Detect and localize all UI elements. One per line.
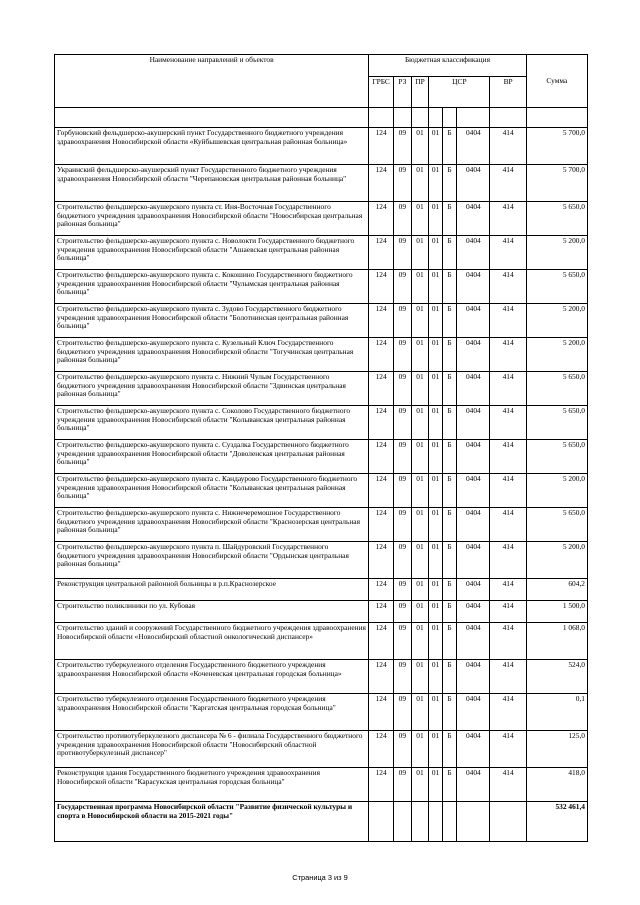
cell-name: Строительство фельдшерско-акушерского пункта с. Кузельный Ключ Государственного бюджетного учреждения здравоохранения Новосибирской области "Тогучинская центральная районная больница" <box>55 338 369 372</box>
cell-grbs: 124 <box>369 731 394 768</box>
cell-vr: 414 <box>490 731 526 768</box>
cell-c3: 0404 <box>457 165 490 202</box>
cell-name: Строительство фельдшерско-акушерского пункта с. Кандаурово Государственного бюджетного учреждения здравоохранения Новосибирской области "Колыванская центральная районная больница" <box>55 474 369 508</box>
cell-sum: 5 650,0 <box>526 372 587 406</box>
cell-pr: 01 <box>411 128 429 165</box>
cell-vr: 414 <box>490 579 526 601</box>
cell-c1: 01 <box>429 440 442 474</box>
cell-grbs: 124 <box>369 440 394 474</box>
table-row <box>55 623 588 660</box>
cell-grbs: 124 <box>369 474 394 508</box>
cell-grbs: 124 <box>369 508 394 542</box>
cell-c2: Б <box>442 406 457 440</box>
cell-c2: Б <box>442 579 457 601</box>
cell-c1: 01 <box>429 694 442 731</box>
cell-name: Строительство фельдшерско-акушерского пункта с. Нижнечеремошное Государственного бюджетного учреждения здравоохранения Новосибирской области "Краснозерская центральная районная больница" <box>55 508 369 542</box>
cell-name: Строительство противотуберкулезного диспансера № 6 - филиала Государственного бюджетного учреждения здравоохранения Новосибирской области "Новосибирский областной противотуберкулезный диспансер" <box>55 731 369 768</box>
cell-grbs: 124 <box>369 601 394 623</box>
header-sum: Сумма <box>526 55 587 108</box>
table-row <box>55 731 588 768</box>
cell-sum: 5 200,0 <box>526 304 587 338</box>
cell-c1: 01 <box>429 338 442 372</box>
cell-c2: Б <box>442 304 457 338</box>
cell-vr: 414 <box>490 508 526 542</box>
cell-sum: 0,1 <box>526 694 587 731</box>
table-row <box>55 338 588 372</box>
header-budget-classification: Бюджетная классификация <box>369 55 527 77</box>
cell-sum: 125,0 <box>526 731 587 768</box>
cell-c3: 0404 <box>457 406 490 440</box>
cell-name: Строительство поликлиники по ул. Кубовая <box>55 601 369 623</box>
cell-c2: Б <box>442 372 457 406</box>
cell-grbs: 124 <box>369 372 394 406</box>
cell-pr: 01 <box>411 338 429 372</box>
cell-vr: 414 <box>490 660 526 694</box>
cell-c3: 0404 <box>457 623 490 660</box>
cell-pr: 01 <box>411 165 429 202</box>
cell-pr: 01 <box>411 440 429 474</box>
cell-c2: Б <box>442 165 457 202</box>
page-number: Страница 3 из 9 <box>292 873 348 882</box>
header-grbs: ГРБС <box>369 77 394 108</box>
cell-rz: 09 <box>394 165 412 202</box>
cell-c2: Б <box>442 128 457 165</box>
cell-c2: Б <box>442 236 457 270</box>
cell-grbs: 124 <box>369 660 394 694</box>
header-vr: ВР <box>490 77 526 108</box>
cell-sum: 5 200,0 <box>526 542 587 579</box>
cell-sum: 5 650,0 <box>526 440 587 474</box>
cell-c2: Б <box>442 202 457 236</box>
cell-pr: 01 <box>411 623 429 660</box>
cell-c3: 0404 <box>457 508 490 542</box>
cell-c1: 01 <box>429 731 442 768</box>
cell-sum: 1 500,0 <box>526 601 587 623</box>
cell-rz: 09 <box>394 623 412 660</box>
cell-vr: 414 <box>490 270 526 304</box>
cell-rz: 09 <box>394 768 412 802</box>
cell-grbs: 124 <box>369 623 394 660</box>
table-row <box>55 660 588 694</box>
table-row <box>55 270 588 304</box>
cell-grbs: 124 <box>369 579 394 601</box>
cell-c1: 01 <box>429 508 442 542</box>
cell-rz: 09 <box>394 731 412 768</box>
cell-vr: 414 <box>490 128 526 165</box>
cell-sum: 5 200,0 <box>526 338 587 372</box>
cell-pr: 01 <box>411 542 429 579</box>
cell-name: Строительство фельдшерско-акушерского пункта с. Новолокти Государственного бюджетного учреждения здравоохранения Новосибирской области "Ашаевская центральная районная больница" <box>55 236 369 270</box>
table-row <box>55 508 588 542</box>
cell-vr: 414 <box>490 236 526 270</box>
cell-c3: 0404 <box>457 579 490 601</box>
cell-rz: 09 <box>394 202 412 236</box>
cell-name: Строительство фельдшерско-акушерского пункта п. Шайдуровский Государственного бюджетного учреждения здравоохранения Новосибирской области "Ордынская центральная районная больница" <box>55 542 369 579</box>
cell-vr: 414 <box>490 694 526 731</box>
cell-rz: 09 <box>394 236 412 270</box>
cell-pr: 01 <box>411 474 429 508</box>
cell-c1: 01 <box>429 372 442 406</box>
cell-grbs: 124 <box>369 128 394 165</box>
cell-rz: 09 <box>394 440 412 474</box>
cell-c2: Б <box>442 694 457 731</box>
cell-c2: Б <box>442 474 457 508</box>
cell-c1: 01 <box>429 474 442 508</box>
cell-c2: Б <box>442 731 457 768</box>
cell-c3: 0404 <box>457 236 490 270</box>
cell-c1: 01 <box>429 601 442 623</box>
cell-rz: 09 <box>394 660 412 694</box>
cell-sum: 1 068,0 <box>526 623 587 660</box>
cell-pr: 01 <box>411 660 429 694</box>
cell-pr: 01 <box>411 304 429 338</box>
table-header <box>55 55 588 128</box>
cell-sum: 5 700,0 <box>526 128 587 165</box>
cell-name: Реконструкция здания Государственного бюджетного учреждения здравоохранения Новосибирской области "Карасукская центральная городская больница" <box>55 768 369 802</box>
cell-c2: Б <box>442 508 457 542</box>
total-name: Государственная программа Новосибирской области "Развитие физической культуры и спорта в Новосибирской области на 2015-2021 годы" <box>55 802 369 842</box>
cell-rz: 09 <box>394 474 412 508</box>
cell-sum: 5 650,0 <box>526 270 587 304</box>
cell-name: Строительство фельдшерско-акушерского пункта с. Кокошино Государственного бюджетного учреждения здравоохранения Новосибирской области "Чулымская центральная районная больница" <box>55 270 369 304</box>
cell-name: Реконструкция центральной районной больницы в р.п.Краснозерское <box>55 579 369 601</box>
cell-name: Строительство туберкулезного отделения Государственного бюджетного учреждения здравоохранения Новосибирской области "Каргатская центральная городская больница" <box>55 694 369 731</box>
cell-c2: Б <box>442 660 457 694</box>
cell-c3: 0404 <box>457 731 490 768</box>
total-row <box>55 802 588 842</box>
cell-name: Строительство фельдшерско-акушерского пункта с. Нижний Чулым Государственного бюджетного учреждения здравоохранения Новосибирской области "Здвинская центральная районная больница" <box>55 372 369 406</box>
cell-rz: 09 <box>394 372 412 406</box>
cell-c1: 01 <box>429 128 442 165</box>
cell-c3: 0404 <box>457 338 490 372</box>
header-csr: ЦСР <box>429 77 490 108</box>
cell-sum: 524,0 <box>526 660 587 694</box>
cell-pr: 01 <box>411 579 429 601</box>
cell-name: Строительство фельдшерско-акушерского пункта с. Зудово Государственного бюджетного учреждения здравоохранения Новосибирской области "Болотнинская центральная районная больница" <box>55 304 369 338</box>
total-sum: 532 461,4 <box>526 802 587 842</box>
cell-sum: 5 650,0 <box>526 406 587 440</box>
cell-sum: 5 700,0 <box>526 165 587 202</box>
cell-pr: 01 <box>411 731 429 768</box>
cell-name: Строительство зданий и сооружений Государственного бюджетного учреждения здравоохранения Новосибирской области «Новосибирский областной онкологический диспансер» <box>55 623 369 660</box>
cell-vr: 414 <box>490 372 526 406</box>
cell-vr: 414 <box>490 601 526 623</box>
cell-c3: 0404 <box>457 440 490 474</box>
cell-c1: 01 <box>429 579 442 601</box>
cell-c3: 0404 <box>457 304 490 338</box>
cell-rz: 09 <box>394 601 412 623</box>
cell-rz: 09 <box>394 508 412 542</box>
cell-c3: 0404 <box>457 202 490 236</box>
cell-c1: 01 <box>429 542 442 579</box>
cell-c3: 0404 <box>457 768 490 802</box>
cell-name: Украинский фельдшерско-акушерский пункт Государственного бюджетного учреждения здравоохранения Новосибирской области "Черепановская центральная районная больница" <box>55 165 369 202</box>
cell-c2: Б <box>442 338 457 372</box>
cell-pr: 01 <box>411 406 429 440</box>
table-row <box>55 372 588 406</box>
cell-pr: 01 <box>411 236 429 270</box>
cell-pr: 01 <box>411 768 429 802</box>
cell-name: Горбуновский фельдшерско-акушерский пункт Государственного бюджетного учреждения здравоохранения Новосибирской области «Куйбышевская центральная районная больница» <box>55 128 369 165</box>
cell-rz: 09 <box>394 406 412 440</box>
cell-grbs: 124 <box>369 768 394 802</box>
cell-c1: 01 <box>429 304 442 338</box>
cell-sum: 5 200,0 <box>526 474 587 508</box>
cell-c2: Б <box>442 601 457 623</box>
table-row <box>55 128 588 165</box>
cell-grbs: 124 <box>369 694 394 731</box>
table-row <box>55 406 588 440</box>
cell-vr: 414 <box>490 768 526 802</box>
table-row <box>55 579 588 601</box>
cell-grbs: 124 <box>369 406 394 440</box>
table-row <box>55 304 588 338</box>
header-rz: РЗ <box>394 77 412 108</box>
cell-name: Строительство фельдшерско-акушерского пункта с. Соколово Государственного бюджетного учреждения здравоохранения Новосибирской области "Колыванская центральная районная больница" <box>55 406 369 440</box>
cell-c3: 0404 <box>457 128 490 165</box>
table-row <box>55 440 588 474</box>
table-row <box>55 694 588 731</box>
cell-c3: 0404 <box>457 372 490 406</box>
cell-sum: 5 650,0 <box>526 508 587 542</box>
cell-vr: 414 <box>490 474 526 508</box>
table-row <box>55 202 588 236</box>
cell-sum: 418,0 <box>526 768 587 802</box>
cell-c2: Б <box>442 768 457 802</box>
cell-grbs: 124 <box>369 202 394 236</box>
cell-sum: 5 650,0 <box>526 202 587 236</box>
table-row <box>55 542 588 579</box>
table-row <box>55 474 588 508</box>
cell-vr: 414 <box>490 440 526 474</box>
cell-grbs: 124 <box>369 542 394 579</box>
cell-c1: 01 <box>429 406 442 440</box>
cell-vr: 414 <box>490 406 526 440</box>
cell-name: Строительство фельдшерско-акушерского пункта с. Суздалка Государственного бюджетного учреждения здравоохранения Новосибирской области "Доволенская центральная районная больница" <box>55 440 369 474</box>
cell-vr: 414 <box>490 202 526 236</box>
table-body <box>55 128 588 802</box>
cell-c3: 0404 <box>457 270 490 304</box>
table-row <box>55 768 588 802</box>
cell-c1: 01 <box>429 202 442 236</box>
cell-c1: 01 <box>429 623 442 660</box>
cell-rz: 09 <box>394 128 412 165</box>
cell-grbs: 124 <box>369 304 394 338</box>
cell-pr: 01 <box>411 508 429 542</box>
cell-name: Строительство фельдшерско-акушерского пункта ст. Иня-Восточная Государственного бюджетного учреждения здравоохранения Новосибирской области "Новосибирская центральная районная больница" <box>55 202 369 236</box>
header-pr: ПР <box>411 77 429 108</box>
table-row <box>55 165 588 202</box>
cell-c1: 01 <box>429 768 442 802</box>
cell-grbs: 124 <box>369 236 394 270</box>
cell-grbs: 124 <box>369 165 394 202</box>
cell-pr: 01 <box>411 372 429 406</box>
cell-rz: 09 <box>394 579 412 601</box>
cell-c1: 01 <box>429 165 442 202</box>
table-row <box>55 601 588 623</box>
cell-name: Строительство туберкулезного отделения Государственного бюджетного учреждения здравоохранения Новосибирской области «Коченевская центральная городская больница» <box>55 660 369 694</box>
header-name: Наименование направлений и объектов <box>55 55 369 108</box>
cell-c3: 0404 <box>457 601 490 623</box>
cell-pr: 01 <box>411 270 429 304</box>
cell-vr: 414 <box>490 542 526 579</box>
cell-rz: 09 <box>394 542 412 579</box>
cell-c3: 0404 <box>457 474 490 508</box>
cell-sum: 604,2 <box>526 579 587 601</box>
cell-c2: Б <box>442 623 457 660</box>
cell-vr: 414 <box>490 304 526 338</box>
cell-grbs: 124 <box>369 338 394 372</box>
cell-pr: 01 <box>411 202 429 236</box>
cell-c3: 0404 <box>457 660 490 694</box>
cell-pr: 01 <box>411 694 429 731</box>
cell-c2: Б <box>442 270 457 304</box>
cell-vr: 414 <box>490 165 526 202</box>
table-row <box>55 236 588 270</box>
cell-rz: 09 <box>394 270 412 304</box>
cell-sum: 5 200,0 <box>526 236 587 270</box>
cell-c1: 01 <box>429 660 442 694</box>
cell-rz: 09 <box>394 694 412 731</box>
cell-pr: 01 <box>411 601 429 623</box>
cell-vr: 414 <box>490 338 526 372</box>
cell-grbs: 124 <box>369 270 394 304</box>
cell-c1: 01 <box>429 270 442 304</box>
cell-c3: 0404 <box>457 694 490 731</box>
cell-c1: 01 <box>429 236 442 270</box>
cell-c2: Б <box>442 542 457 579</box>
budget-table <box>54 54 588 842</box>
header-spacer-row <box>55 108 588 128</box>
cell-c2: Б <box>442 440 457 474</box>
cell-rz: 09 <box>394 338 412 372</box>
cell-rz: 09 <box>394 304 412 338</box>
cell-vr: 414 <box>490 623 526 660</box>
cell-c3: 0404 <box>457 542 490 579</box>
